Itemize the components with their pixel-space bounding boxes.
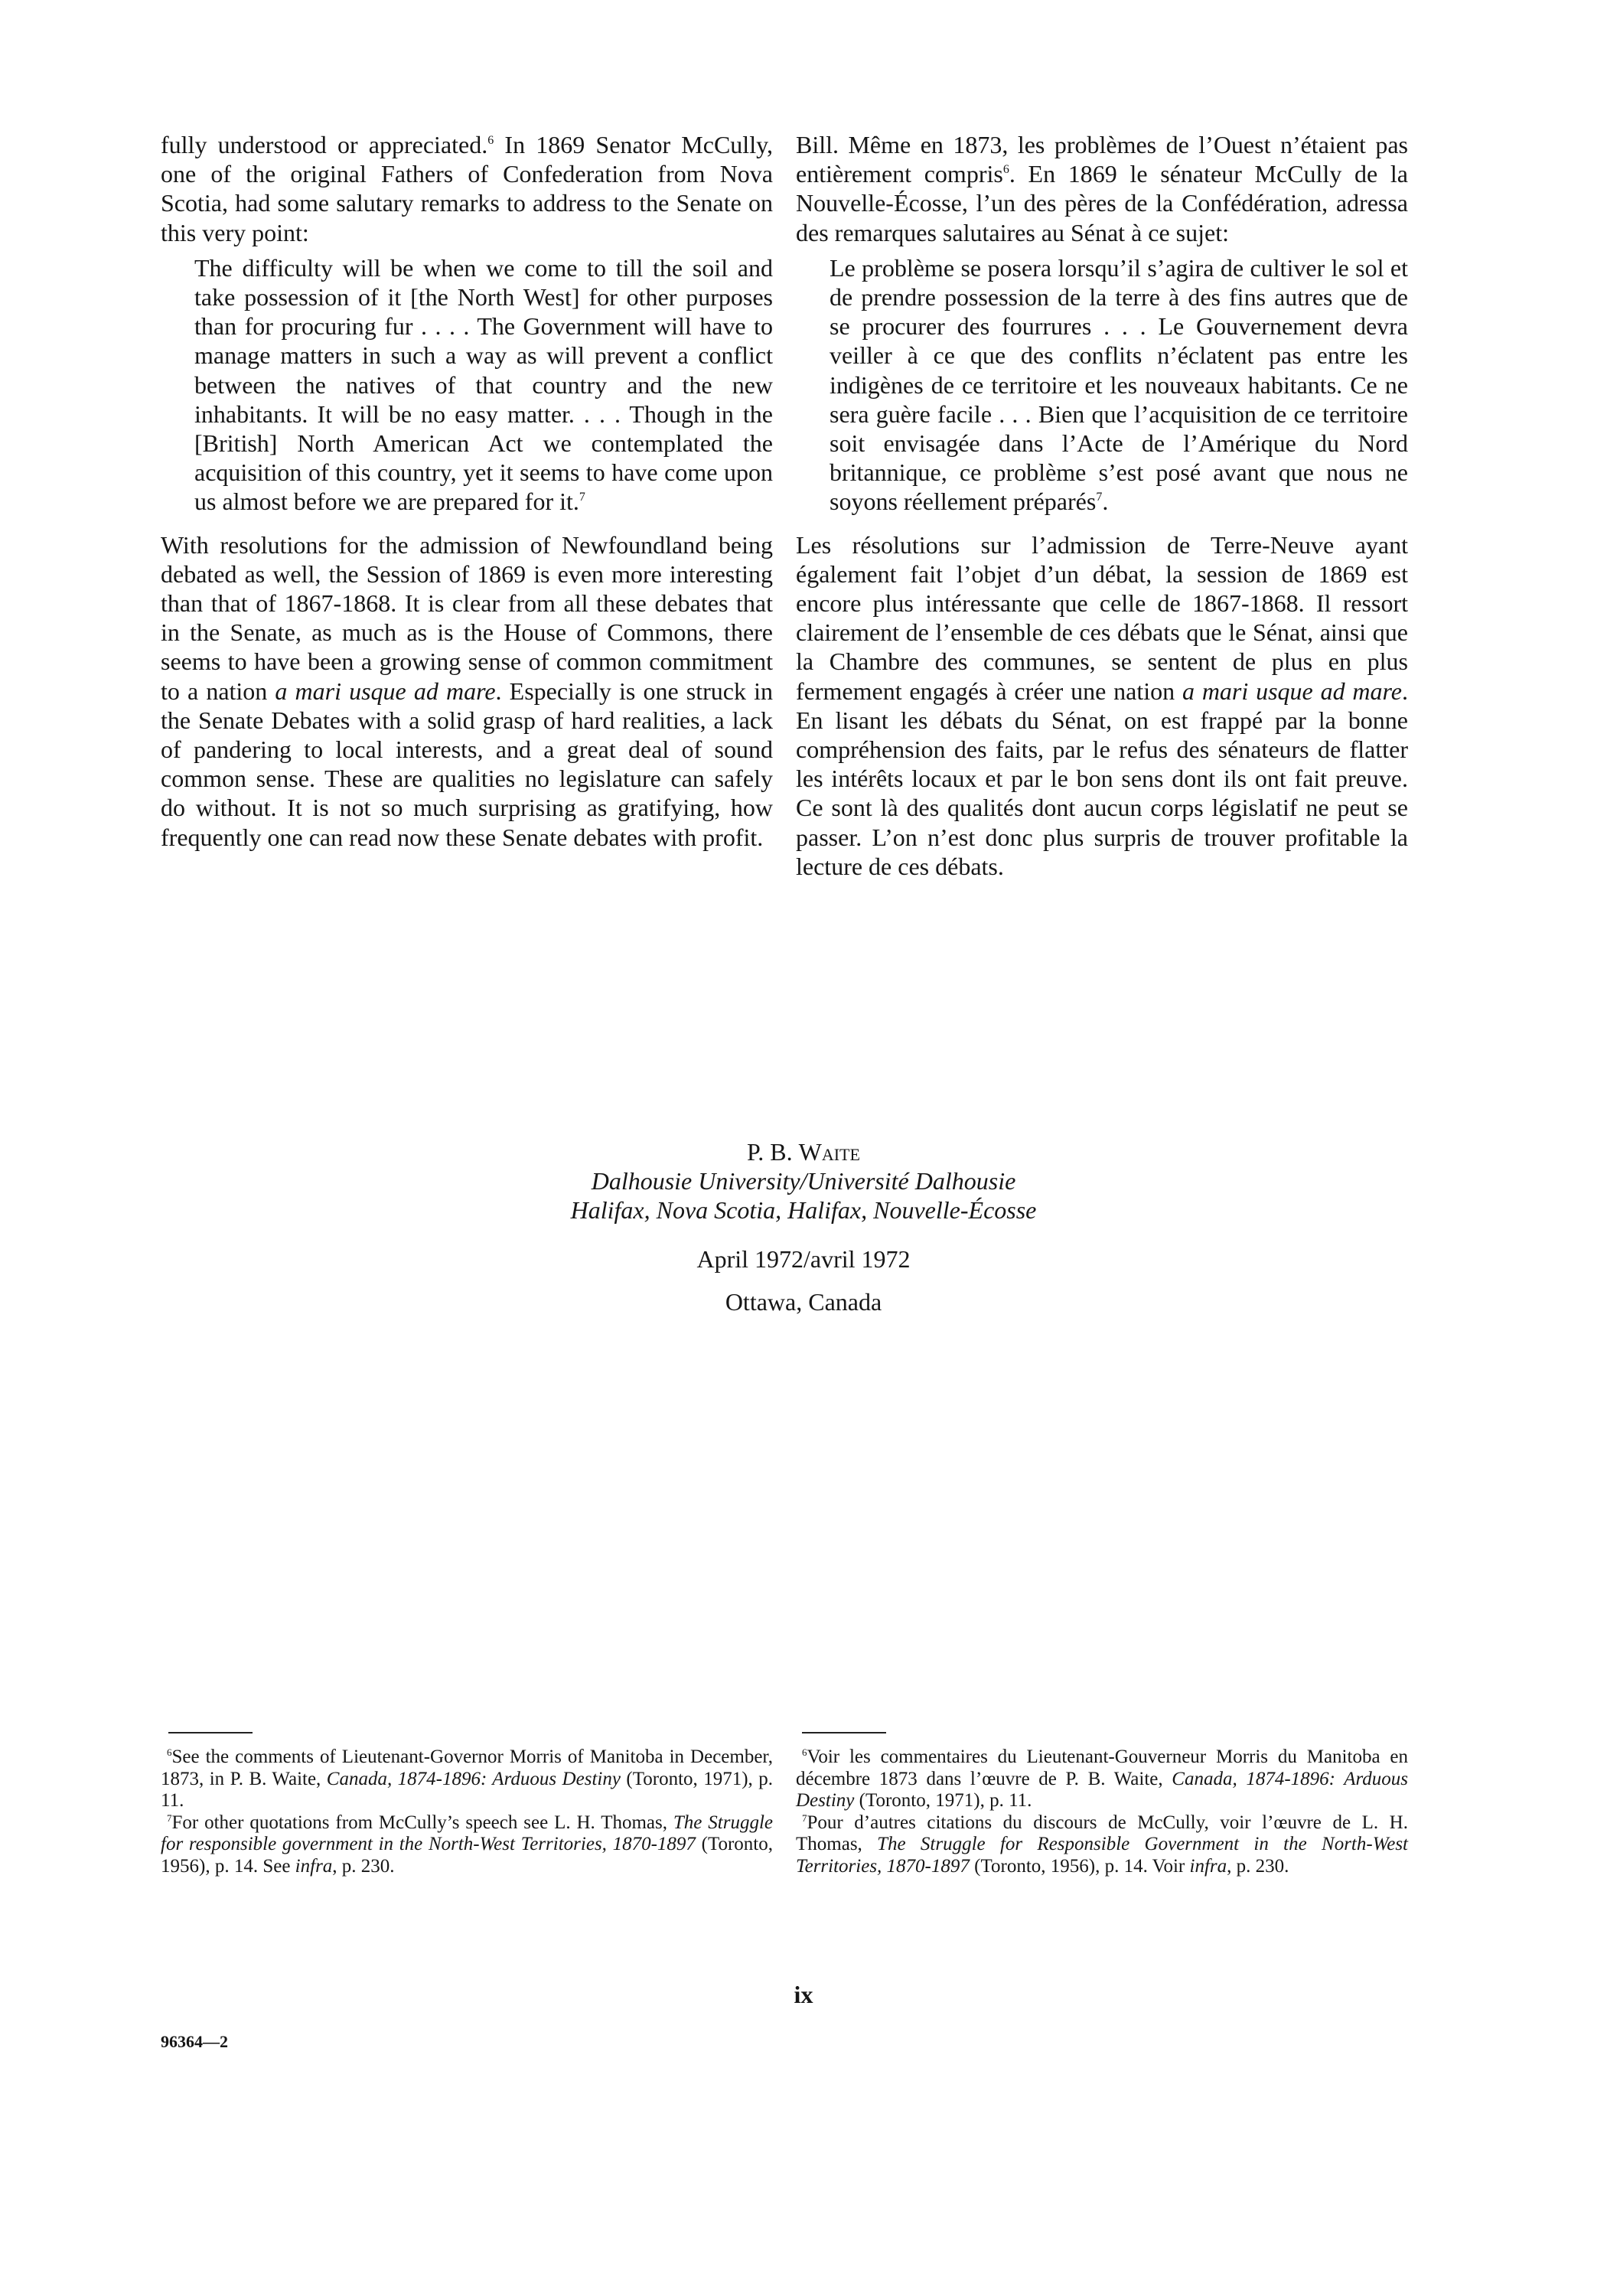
signature-place: Ottawa, Canada xyxy=(725,1288,882,1316)
latin-motto: a mari usque ad mare xyxy=(275,677,496,705)
footnote-6-english: $^6$See the comments of Lieutenant-Governor Morris of Manitoba in December, 1873, in P. B. Waite, Canada, 1874-1896: Arduous Destiny (Toronto, 1971), p. 11. xyxy=(161,1746,774,1811)
english-paragraph-2: With resolutions for the admission of Newfoundland being debated as well, the Session of 1869 is even more interesting than that of 1867-1868. It is clear from all these debates that in the Senate, as much as is the House of Commons, there seems to have been a growing sense of common commitment to a nation a mari usque ad mare. Especially is one struck in the Senate Debates with a solid grasp of hard realities, a lack of pandering to local interests, and a great deal of sound common sense. These are qualities no legislature can safely do without. It is not so much surprising as gratifying, how frequently one can read now these Senate debates with profit. xyxy=(161,530,773,851)
footnote-ref-6: 6 xyxy=(1002,163,1009,177)
author-city: Halifax, Nova Scotia, Halifax, Nouvelle-Écosse xyxy=(570,1196,1037,1224)
english-block-quote: The difficulty will be when we come to till the soil and take possession of it [the North West] for other purposes than for procuring fur . . . . The Government will have to manage matters in such a way as will prevent a conflict between the natives of that country and the new inhabitants. It will be no easy matter. . . . Though in the [British] North American Act we contemplated the acquisition of this country, yet it seems to have come upon us almost before we are prepared for it.$^7$ xyxy=(194,253,773,516)
page-number: ix xyxy=(794,1981,813,2008)
french-footnotes xyxy=(796,1746,1408,1877)
english-column xyxy=(161,130,773,852)
author-institution: Dalhousie University/Université Dalhousie xyxy=(591,1167,1016,1195)
footnote-ref-6: 6 xyxy=(487,134,494,147)
author-name: P. B. Waite xyxy=(747,1138,860,1166)
english-footnotes xyxy=(161,1746,773,1877)
french-block-quote: Le problème se posera lorsqu’il s’agira de cultiver le sol et de prendre possession de la terre à des fins autres que de se procurer des fourrures . . . Le Gouvernement devra veiller à ce que des conflits n’éclatent pas entre les indigènes de ce territoire et les nouveaux habitants. Ce ne sera guère facile . . . Bien que l’acquisition de ce territoire soit envisagée dans l’Acte de l’Amérique du Nord britannique, ce problème s’est posé avant que nous ne soyons réellement préparés$^7$. xyxy=(830,253,1408,516)
french-paragraph-2: Les résolutions sur l’admission de Terre-Neuve ayant également fait l’objet d’un débat, la session de 1869 est encore plus intéressante que celle de 1867-1868. Il ressort clairement de l’ensemble de ces débats que le Sénat, ainsi que la Chambre des communes, se sentent de plus en plus fermement engagés à créer une nation a mari usque ad mare. En lisant les débats du Sénat, on est frappé par la bonne compréhension des faits, par le refus des sénateurs de flatter les intérêts locaux et par le bon sens dont ils ont fait preuve. Ce sont là des qualités dont aucun corps législatif ne peut se passer. L’on n’est donc plus surpris de trouver profitable la lecture de ces débats. xyxy=(796,530,1409,880)
signature-date: April 1972/avril 1972 xyxy=(696,1245,911,1273)
signature-block xyxy=(0,1137,1607,1316)
footnote-ref-7: 7 xyxy=(579,491,585,504)
printer-code: 96364—2 xyxy=(161,2032,228,2051)
footnote-7-english: $^7$For other quotations from McCully’s speech see L. H. Thomas, The Struggle for responsible government in the North-West Territories, 1870-1897 (Toronto, 1956), p. 14. See infra, p. 230. xyxy=(161,1812,773,1877)
footnote-ref-7: 7 xyxy=(1096,491,1103,504)
french-column xyxy=(796,130,1408,881)
footnote-6-french: $^6$Voir les commentaires du Lieutenant-Gouverneur Morris du Manitoba en décembre 1873 dans l’œuvre de P. B. Waite, Canada, 1874-1896: Arduous Destiny (Toronto, 1971), p. 11. xyxy=(796,1746,1408,1811)
footnote-7-french: $^7$Pour d’autres citations du discours de McCully, voir l’œuvre de L. H. Thomas, The Struggle for Responsible Government in the North-West Territories, 1870-1897 (Toronto, 1956), p. 14. Voir infra, p. 230. xyxy=(796,1812,1408,1877)
english-paragraph-1: fully understood or appreciated.$^6$ In 1869 Senator McCully, one of the original Fathers of Confederation from Nova Scotia, had some salutary remarks to address to the Senate on this very point: xyxy=(161,131,774,246)
footnote-divider-english xyxy=(168,1732,253,1733)
latin-motto: a mari usque ad mare xyxy=(1182,677,1403,705)
footnote-divider-french xyxy=(802,1732,886,1733)
french-paragraph-1: Bill. Même en 1873, les problèmes de l’Ouest n’étaient pas entièrement compris$^6$. En 1869 le sénateur McCully de la Nouvelle-Écosse, l’un des pères de la Confédération, adressa des remarques salutaires au Sénat à ce sujet: xyxy=(796,131,1409,246)
